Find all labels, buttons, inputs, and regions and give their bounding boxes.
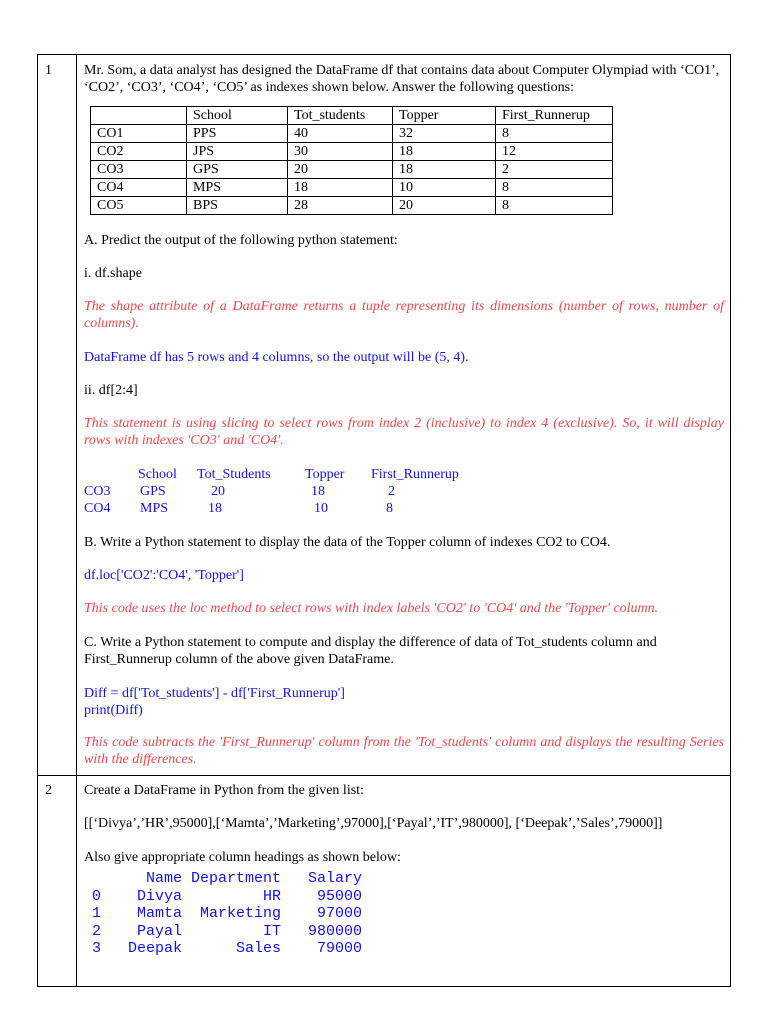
table-cell: 8	[496, 179, 613, 197]
q2-output-row: 1 Mamta Marketing 97000	[92, 905, 363, 922]
part-a-i-statement: i. df.shape	[84, 266, 142, 281]
part-a-question: A. Predict the output of the following python statement:	[84, 233, 398, 248]
question-number-2: 2	[45, 783, 52, 798]
table-cell: 8	[496, 197, 613, 215]
table-header-row	[91, 107, 613, 125]
output-cell: 10	[314, 501, 328, 516]
table-cell: 40	[288, 125, 393, 143]
table-row	[91, 125, 613, 143]
table-cell: 18	[393, 161, 496, 179]
q2-prompt: Create a DataFrame in Python from the given list:	[84, 783, 364, 798]
output-cell: CO4	[84, 501, 111, 516]
table-cell: GPS	[187, 161, 288, 179]
output-header: Topper	[305, 467, 345, 482]
question-number-1: 1	[45, 63, 52, 78]
output-cell: CO3	[84, 484, 111, 499]
table-cell: Tot_students	[288, 107, 393, 125]
table-cell: 12	[496, 143, 613, 161]
table-cell: 10	[393, 179, 496, 197]
table-cell: CO5	[91, 197, 187, 215]
table-row	[91, 161, 613, 179]
part-b-question: B. Write a Python statement to display the data of the Topper column of indexes CO2 to CO4.	[84, 535, 611, 550]
table-row	[91, 143, 613, 161]
output-cell: 18	[208, 501, 222, 516]
table-cell: 32	[393, 125, 496, 143]
output-header: First_Runnerup	[371, 467, 459, 482]
output-cell: 18	[311, 484, 325, 499]
part-a-ii-statement: ii. df[2:4]	[84, 383, 138, 398]
table-cell: 20	[393, 197, 496, 215]
part-b-code: df.loc['CO2':'CO4', 'Topper']	[84, 568, 244, 583]
table-cell: PPS	[187, 125, 288, 143]
table-cell: Topper	[393, 107, 496, 125]
table-cell: JPS	[187, 143, 288, 161]
table-cell: 28	[288, 197, 393, 215]
q2-output-row: 0 Divya HR 95000	[92, 887, 363, 905]
q2-output-row: 2 Payal IT 980000	[92, 922, 363, 940]
q2-output-row: 3 Deepak Sales 79000	[92, 940, 363, 957]
output-cell: 2	[388, 484, 395, 499]
dataframe-table	[90, 106, 613, 215]
part-a-i-explanation: The shape attribute of a DataFrame returns a tuple representing its dimensions (number of rows, number of columns).	[84, 299, 724, 331]
table-cell: CO1	[91, 125, 187, 143]
output-header: School	[138, 467, 177, 482]
q2-output-header: Name Department Salary	[92, 870, 363, 887]
table-cell	[91, 107, 187, 125]
output-cell: MPS	[140, 501, 169, 516]
output-cell: 20	[211, 484, 225, 499]
table-cell: MPS	[187, 179, 288, 197]
table-cell: 8	[496, 125, 613, 143]
output-cell: 8	[386, 501, 393, 516]
output-cell: GPS	[140, 484, 166, 499]
table-cell: 20	[288, 161, 393, 179]
table-cell: CO3	[91, 161, 187, 179]
question-number-column	[37, 54, 77, 987]
table-cell: CO2	[91, 143, 187, 161]
table-cell: School	[187, 107, 288, 125]
q2-headings-prompt: Also give appropriate column headings as shown below:	[84, 850, 401, 865]
q2-list: [[‘Divya’,’HR’,95000],[‘Mamta’,’Marketing’,97000],[‘Payal’,’IT’,980000], [‘Deepak’,’Sales’,79000]]	[84, 816, 663, 831]
table-cell: First_Runnerup	[496, 107, 613, 125]
table-cell: BPS	[187, 197, 288, 215]
table-cell: 2	[496, 161, 613, 179]
part-b-explanation: This code uses the loc method to select rows with index labels 'CO2' to 'CO4' and the 'Topper' column.	[84, 601, 659, 616]
table-cell: 18	[393, 143, 496, 161]
part-a-i-answer: DataFrame df has 5 rows and 4 columns, so the output will be (5, 4).	[84, 350, 469, 365]
table-row	[91, 179, 613, 197]
part-a-ii-explanation: This statement is using slicing to select rows from index 2 (inclusive) to index 4 (exclusive). So, it will display rows with indexes 'CO3' and 'CO4'.	[84, 416, 724, 448]
table-cell: 18	[288, 179, 393, 197]
row-divider	[37, 775, 731, 776]
table-cell: CO4	[91, 179, 187, 197]
output-header: Tot_Students	[197, 467, 271, 482]
part-c-explanation: This code subtracts the 'First_Runnerup' column from the 'Tot_students' column and displays the resulting Series with the differences.	[84, 735, 724, 767]
table-row	[91, 197, 613, 215]
part-c-question: C. Write a Python statement to compute and display the difference of data of Tot_students column and First_Runnerup column of the above given DataFrame.	[84, 635, 657, 667]
part-c-code-line-1: Diff = df['Tot_students'] - df['First_Runnerup']	[84, 686, 345, 701]
part-c-code-line-2: print(Diff)	[84, 703, 143, 718]
q1-intro: Mr. Som, a data analyst has designed the DataFrame df that contains data about Computer Olympiad with ‘CO1’, ‘CO2’, ‘CO3’, ‘CO4’, ‘CO5’ as indexes shown below. Answer the following questions:	[84, 63, 720, 95]
table-cell: 30	[288, 143, 393, 161]
